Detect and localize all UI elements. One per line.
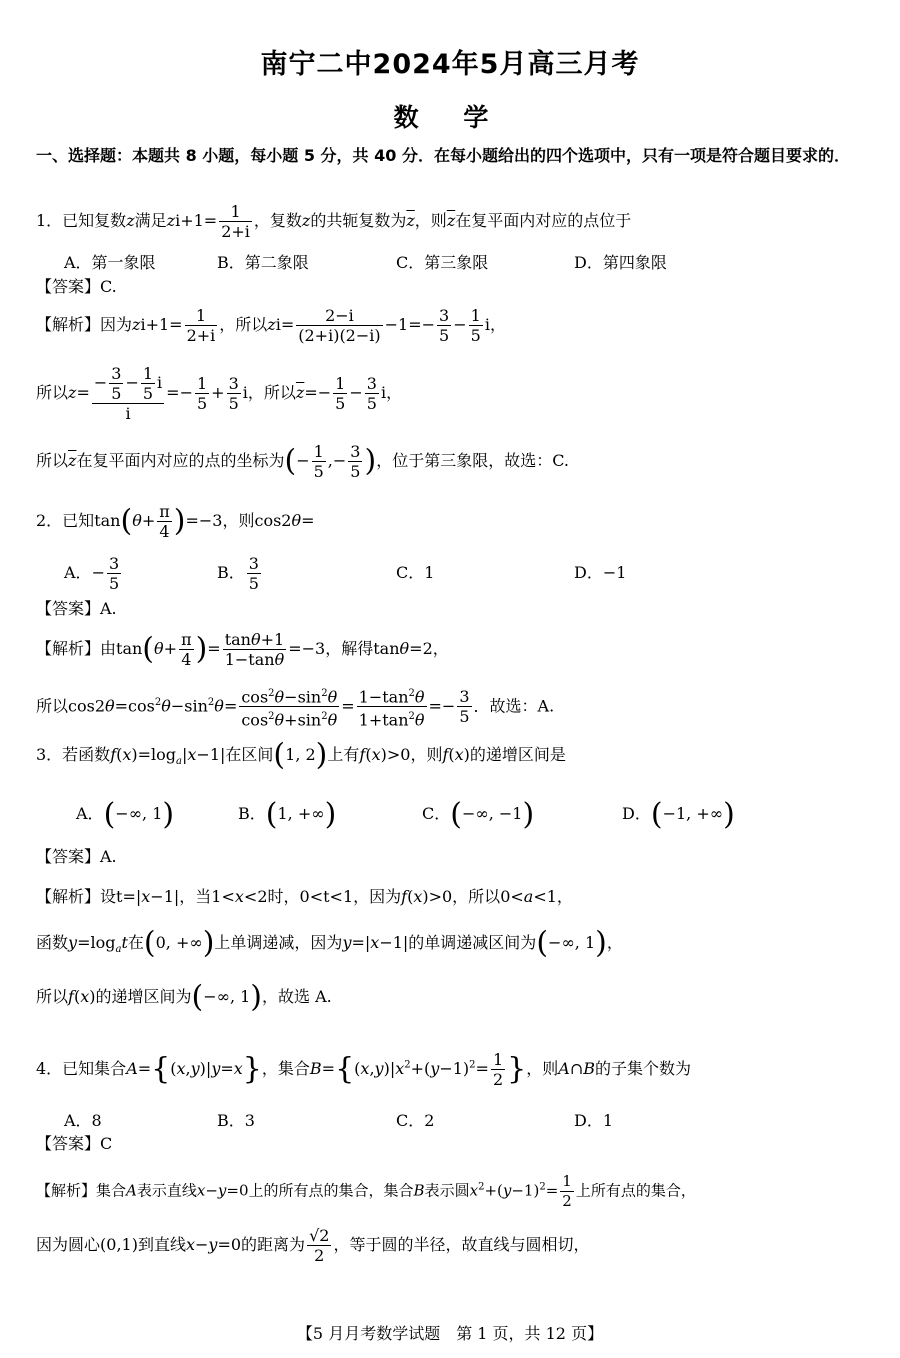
q3-answer: 【答案】A. [36,847,117,866]
q2-option-b: B． $\frac{3}{5}$ [217,554,259,593]
q1-solution-line1: 【解析】因为zi+1= $\frac{1}{2+i}$ ，所以zi= $\frac{2-i}{(2+i)(2-i)}$ −1=− $\frac{3}{5}$ − $\frac{1}{5}$ i， [36,306,506,345]
q3-option-a: A．(−∞, 1) [76,797,175,832]
q4-answer: 【答案】C [36,1134,113,1153]
subject-title: 数 学 [393,103,507,132]
q4-option-c: C．2 [396,1111,435,1130]
q1-answer: 【答案】C. [36,277,117,296]
section-heading: 一、选择题：本题共 8 小题，每小题 5 分，共 40 分．在每小题给出的四个选项中，只有一项是符合题目要求的． [36,146,850,165]
q2-option-a: A．− $\frac{3}{5}$ [64,554,120,593]
q4-option-b: B．3 [217,1111,255,1130]
q1-solution-line3: 所以$\overline{z}$在复平面内对应的点的坐标为(− $\frac{1}{5}$ ,− $\frac{3}{5}$ )，位于第三象限，故选：C. [36,442,569,481]
q4-option-d: D．1 [574,1111,614,1130]
q4-option-a: A．8 [64,1111,102,1130]
q1-option-b: B．第二象限 [217,253,309,272]
q1-solution-line2: 所以z= − $\frac{3}{5}$ − $\frac{1}{5}$ i i =− $\frac{1}{5}$ + $\frac{3}{5}$ i，所以$\overline{z}=-$ $\frac{1}{5}$ − $\frac{3}{5}$ i， [36,364,403,423]
q4-solution-line2: 因为圆心(0,1)到直线x−y=0的距离为 $\frac{√2}{2}$ ，等于圆的半径，故直线与圆相切， [36,1226,590,1265]
q2-solution-line2: 所以$\cos 2\theta=\cos^2\theta-\sin^2\theta=$ $\frac{\cos^2\theta-\sin^2\theta}{\cos^2\theta+\sin^2\theta}$ = $\frac{1-\tan^2\theta}{1+\tan^2\theta}$ =− $\frac{3}{5}$ ．故选：A. [36,684,554,730]
q3-stem: 3．若函数$f(x)=\log_a|x-1|$在区间(1, 2)上有f(x)>0，则f(x)的递增区间是 [36,737,566,773]
q1-option-c: C．第三象限 [396,253,489,272]
q2-solution-line1: 【解析】由tan(θ+ $\frac{\pi}{4}$ )= $\frac{\tan\theta+1}{1-\tan\theta}$ =−3，解得tanθ=2， [36,630,449,669]
q4-stem: 4．已知集合A={(x,y)|y=x}，集合$B=\{(x,y)|x^2+(y-1)^2=$ $\frac{1}{2}$ }，则A∩B的子集个数为 [36,1050,691,1089]
q1-option-a: A．第一象限 [64,253,156,272]
q3-solution-line1: 【解析】设t=|x−1|，当1<x<2时，0<t<1，因为f(x)>0，所以0<a<1， [36,887,573,906]
q1-option-d: D．第四象限 [574,253,667,272]
q1-stem: 1．已知复数z满足zi+1= $\frac{1}{2+i}$ ，复数z的共轭复数为$\overline{z}$，则$\overline{z}$在复平面内对应的点位于 [36,202,632,241]
q3-option-b: B．(1, +∞) [238,797,337,832]
exam-title: 南宁二中2024年5月高三月考 [260,49,640,80]
q3-solution-line2: 函数$y=\log_at$在(0, +∞)上单调递减，因为y=|x−1|的单调递减区间为(−∞, 1)， [36,925,623,961]
q3-option-c: C．(−∞, −1) [422,797,535,832]
q3-solution-line3: 所以f(x)的递增区间为(−∞, 1)，故选 A. [36,979,332,1015]
q2-option-d: D．−1 [574,563,627,582]
q2-option-c: C．1 [396,563,435,582]
q4-solution-line1: 【解析】集合A表示直线x−y=0上的所有点的集合，集合B表示圆$x^2+(y-1)^2=$ $\frac{1}{2}$ 上所有点的集合， [36,1172,696,1210]
q3-option-d: D．(−1, +∞) [622,797,735,832]
q2-answer: 【答案】A. [36,599,117,618]
q2-stem: 2．已知tan(θ+ $\frac{\pi}{4}$ )=−3，则cos2θ= [36,502,315,541]
page-footer: 【5 月月考数学试题 第 1 页，共 12 页】 [296,1324,604,1343]
